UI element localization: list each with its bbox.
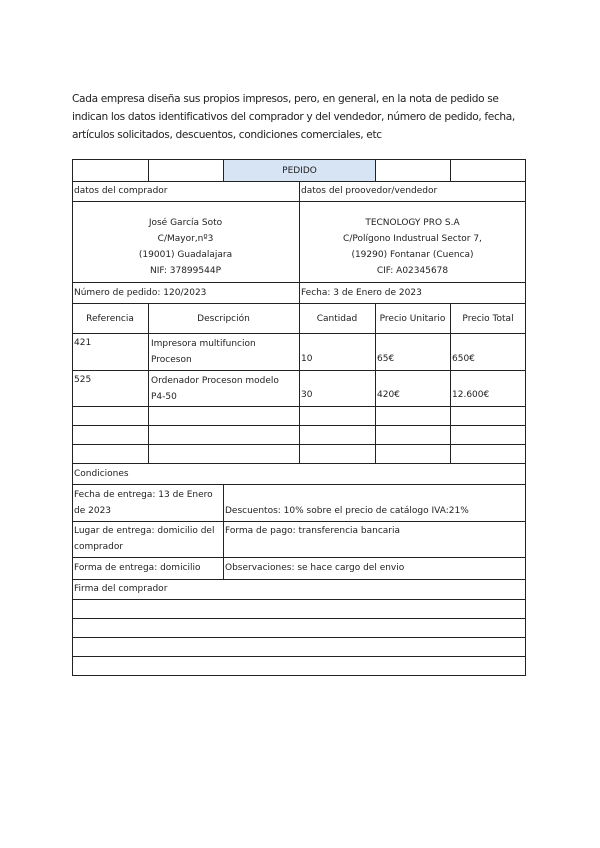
buyer-city: (19001) Guadalajara xyxy=(138,250,233,260)
intro-paragraph: Cada empresa diseña sus propios impresos, pero, en general, en la nota de pedido se indican los datos identificativos del comprador y del vendedor, número de pedido, fecha, artículos solicitados, descuentos, condiciones comerciales, etc xyxy=(72,93,515,141)
col-header-precio-unitario: Precio Unitario xyxy=(379,313,446,324)
order-date: Fecha: 3 de Enero de 2023 xyxy=(301,288,422,298)
buyer-details xyxy=(72,201,299,282)
seller-address: C/Polígono Industrual Sector 7, xyxy=(343,234,482,244)
item-desc: Ordenador Proceson modelo P4-50 xyxy=(151,376,279,402)
item-qty: 10 xyxy=(301,354,313,364)
seller-name: TECNOLOGY PRO S.A xyxy=(365,218,460,228)
col-header-referencia: Referencia xyxy=(86,313,134,324)
seller-cif: CIF: A02345678 xyxy=(376,266,449,276)
item-ref: 421 xyxy=(74,338,92,348)
seller-header: datos del proovedor/vendedor xyxy=(301,186,438,196)
col-header-cantidad: Cantidad xyxy=(316,313,358,324)
order-number: Número de pedido: 120/2023 xyxy=(74,288,207,298)
buyer-nif: NIF: 37899544P xyxy=(150,266,221,276)
buyer-address: C/Mayor,nº3 xyxy=(157,234,214,244)
item-qty: 30 xyxy=(301,390,313,400)
col-header-precio-total: Precio Total xyxy=(462,313,514,324)
form-title: PEDIDO xyxy=(223,159,376,182)
buyer-name: José García Soto xyxy=(148,218,223,228)
delivery-method: Forma de entrega: domicilio xyxy=(74,563,201,573)
item-desc: Impresora multifuncion Proceson xyxy=(151,339,256,365)
col-header-descripcion: Descripción xyxy=(197,313,250,324)
delivery-date: Fecha de entrega: 13 de Enero de 2023 xyxy=(74,490,213,516)
buyer-header: datos del comprador xyxy=(74,186,168,196)
order-form xyxy=(72,159,526,676)
observations: Observaciones: se hace cargo del envio xyxy=(225,563,405,573)
discounts: Descuentos: 10% sobre el precio de catálogo IVA:21% xyxy=(225,506,469,516)
item-ref: 525 xyxy=(74,375,92,385)
seller-city: (19290) Fontanar (Cuenca) xyxy=(351,250,474,260)
delivery-place: Lugar de entrega: domicilio del comprador xyxy=(74,526,215,552)
seller-details xyxy=(299,201,526,282)
item-unit-price: 420€ xyxy=(377,390,400,400)
signature-label: Firma del comprador xyxy=(74,584,168,594)
payment-method: Forma de pago: transferencia bancaria xyxy=(225,526,401,536)
item-unit-price: 65€ xyxy=(377,354,395,364)
item-total-price: 12.600€ xyxy=(452,390,490,400)
conditions-header: Condiciones xyxy=(74,469,129,479)
item-total-price: 650€ xyxy=(452,354,475,364)
